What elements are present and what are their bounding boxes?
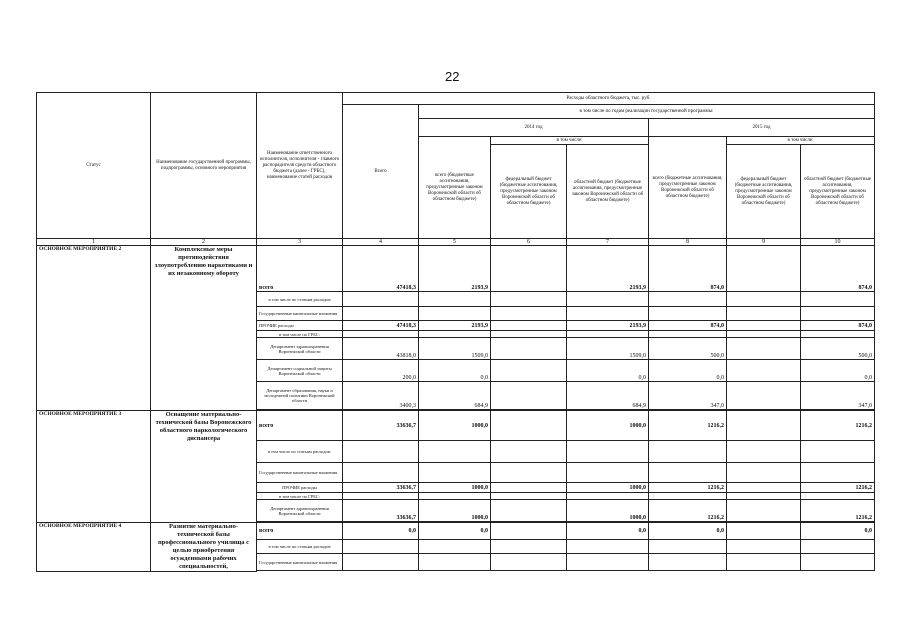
header-by-years: в том числе по годам реализации государственной программы: [419, 105, 875, 119]
col-num: 3 [257, 239, 343, 246]
section-4-status: ОСНОВНОЕ МЕРОПРИЯТИЕ 4 [37, 523, 151, 572]
row-label: Департамент образования, науки и молодежной политики Воронежской области [257, 382, 343, 410]
row-label: Государственные капитальные вложения [257, 463, 343, 483]
header-program: Наименование государственной программы, подпрограммы, основного мероприятия [151, 93, 257, 239]
row-label: в том числе по ГРБС: [257, 331, 343, 338]
budget-table [36, 92, 875, 572]
header-status: Статус [37, 93, 151, 239]
col-num: 8 [649, 239, 727, 246]
table-row: Департамент здравоохранения Воронежской области 43818,0 1509,0 1509,0 500,0 500,0 [37, 338, 875, 360]
row-label: в том числе по статьям расходов [257, 292, 343, 307]
col-num: 10 [801, 239, 875, 246]
header-year-2015: 2015 год [649, 119, 875, 137]
table-row: ОСНОВНОЕ МЕРОПРИЯТИЕ 3 Оснащение материально-технической базы Воронежского областного наркологического диспансера всего 33636,7 1000,0 1000,0 1216,2 1216,2 [37, 411, 875, 441]
header-2014-total: всего (бюджетные ассигнования, предусмотренные законом Воронежской области об областном бюджете) [419, 137, 491, 239]
col-num: 7 [567, 239, 649, 246]
row-label: ПРОЧИЕ расходы [257, 321, 343, 331]
row-label: всего [257, 523, 343, 540]
col-num: 2 [151, 239, 257, 246]
col-num: 6 [491, 239, 567, 246]
header-2015-federal: федеральный бюджет (бюджетные ассигнования, предусмотренные законом Воронежской области об областном бюджете) [727, 145, 801, 239]
header-expenses: Расходы областного бюджета, тыс. руб. [343, 93, 875, 105]
header-year-2014: 2014 год [419, 119, 649, 137]
section-3-status: ОСНОВНОЕ МЕРОПРИЯТИЕ 3 [37, 411, 151, 523]
column-numbers-row [37, 239, 875, 246]
row-label: Государственные капитальные вложения [257, 554, 343, 571]
col-num: 5 [419, 239, 491, 246]
header-2014-federal: федеральный бюджет (бюджетные ассигнования, предусмотренные законом Воронежской области об областном бюджете) [491, 145, 567, 239]
table-row: ПРОЧИЕ расходы 33636,7 1000,0 1000,0 1216,2 1216,2 [37, 483, 875, 493]
section-2-name: Комплексные меры противодействия злоупотреблению наркотиками и их незаконному обороту [151, 246, 257, 411]
table-row: Департамент социальной защиты Воронежской области 200,0 0,0 0,0 0,0 0,0 [37, 360, 875, 382]
section-4-name: Развитие материально-технической базы профессионального училища с целью приобретения осужденными рабочих специальностей, [151, 523, 257, 572]
header-2014-incl: в том числе: [491, 137, 649, 145]
header-2015-regional: областной бюджет (бюджетные ассигнования, предусмотренные законом Воронежской области об областном бюджете) [801, 145, 875, 239]
table-row: ОСНОВНОЕ МЕРОПРИЯТИЕ 2 Комплексные меры противодействия злоупотреблению наркотиками и их незаконному обороту всего 47418,3 2193,9 2193,9 874,0 874,0 [37, 246, 875, 292]
row-label: ПРОЧИЕ расходы [257, 483, 343, 493]
table-row: ОСНОВНОЕ МЕРОПРИЯТИЕ 4 Развитие материально-технической базы профессионального училища с целью приобретения осужденными рабочих специальностей, всего 0,0 0,0 0,0 0,0 0,0 [37, 523, 875, 540]
header-2015-incl: в том числе: [727, 137, 875, 145]
col-num: 1 [37, 239, 151, 246]
header-2015-total: всего (бюджетные ассигнования, предусмотренные законом Воронежской области об областном бюджете) [649, 137, 727, 239]
table-row: Департамент образования, науки и молодежной политики Воронежской области 3400,3 684,9 684,9 347,0 347,0 [37, 382, 875, 410]
table-row: ПРОЧИЕ расходы 47418,3 2193,9 2193,9 874,0 874,0 [37, 321, 875, 331]
header-executor: Наименование ответственного исполнителя, исполнителя - главного распорядителя средств областного бюджета (далее - ГРБС), наименование статей расходов [257, 93, 343, 239]
page-number: 22 [445, 69, 460, 84]
row-label: всего [257, 411, 343, 441]
row-label: Департамент здравоохранения Воронежской области [257, 338, 343, 360]
row-label: в том числе по ГРБС: [257, 493, 343, 500]
section-3-name: Оснащение материально-технической базы Воронежского областного наркологического диспансера [151, 411, 257, 523]
row-label: Государственные капитальные вложения [257, 307, 343, 321]
table-row: Департамент здравоохранения Воронежской области 33636,7 1000,0 1000,0 1216,2 1216,2 [37, 500, 875, 522]
header-total: Всего [343, 105, 419, 239]
row-label: в том числе по статьям расходов [257, 539, 343, 554]
col-num: 4 [343, 239, 419, 246]
row-label: всего [257, 246, 343, 292]
row-label: Департамент здравоохранения Воронежской области [257, 500, 343, 522]
header-2014-regional: областной бюджет (бюджетные ассигнования, предусмотренные законом Воронежской области об областном бюджете) [567, 145, 649, 239]
row-label: Департамент социальной защиты Воронежской области [257, 360, 343, 382]
col-num: 9 [727, 239, 801, 246]
row-label: в том числе по статьям расходов: [257, 441, 343, 463]
section-2-status: ОСНОВНОЕ МЕРОПРИЯТИЕ 2 [37, 246, 151, 411]
